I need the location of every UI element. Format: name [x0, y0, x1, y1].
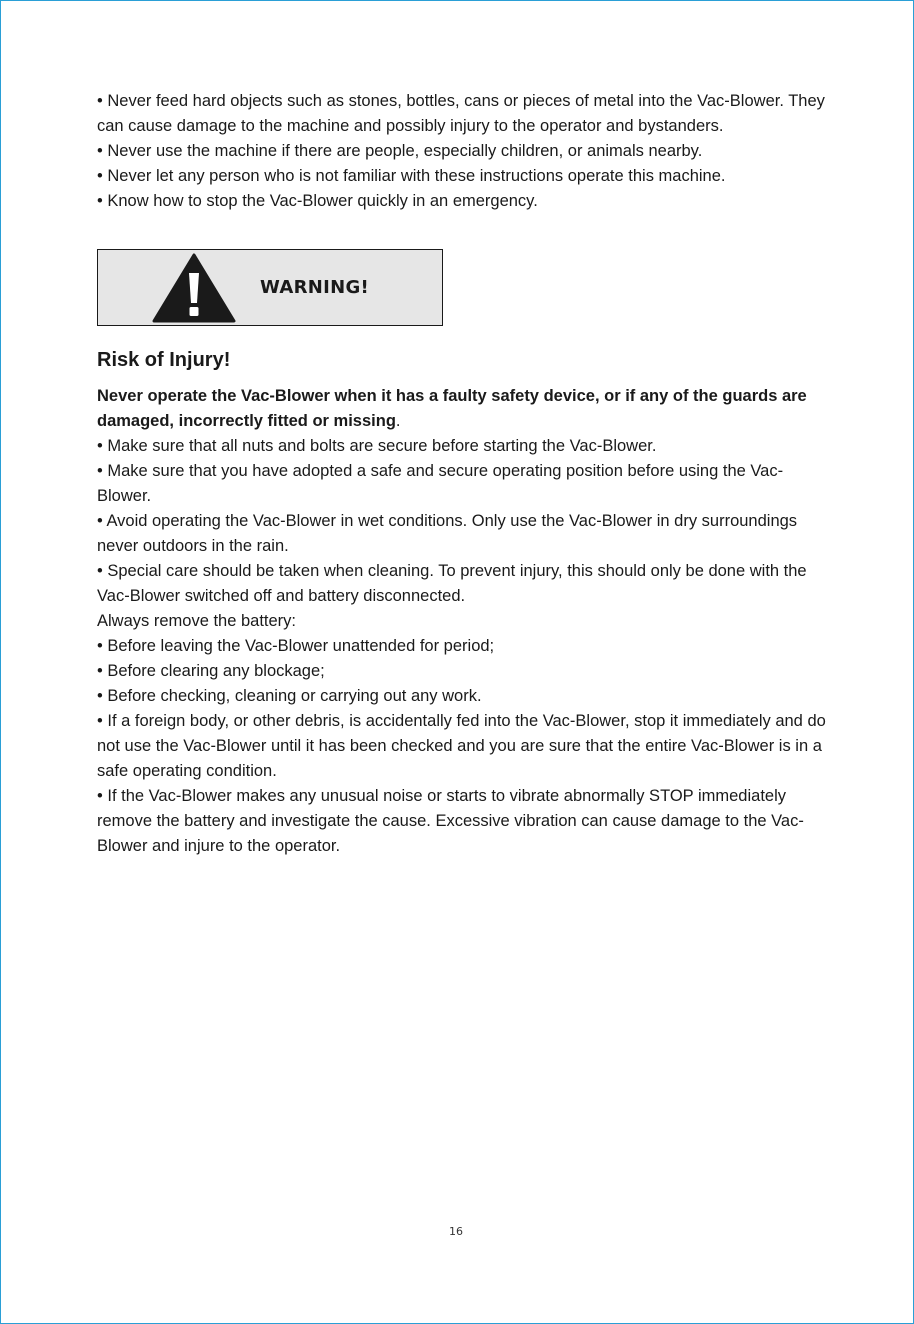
warning-banner	[97, 249, 443, 326]
warning-triangle-icon	[152, 253, 236, 323]
list-item: • Special care should be taken when cleaning. To prevent injury, this should only be done with the Vac-Blower switched off and battery disconnected.	[97, 562, 807, 605]
page-content	[97, 89, 827, 859]
intro-item: • Never feed hard objects such as stones, bottles, cans or pieces of metal into the Vac-Blower. They can cause damage to the machine and possibly injury to the operator and bystanders.	[97, 92, 825, 135]
list-item: Always remove the battery:	[97, 612, 296, 630]
intro-item: • Never use the machine if there are people, especially children, or animals nearby.	[97, 142, 703, 160]
section-title: Risk of Injury!	[97, 349, 231, 371]
list-item: • Make sure that you have adopted a safe and secure operating position before using the Vac-Blower.	[97, 462, 784, 505]
intro-item: • Know how to stop the Vac-Blower quickly in an emergency.	[97, 192, 538, 210]
list-item: • Before checking, cleaning or carrying out any work.	[97, 687, 482, 705]
warning-label: WARNING!	[260, 277, 370, 298]
intro-item: • Never let any person who is not familiar with these instructions operate this machine.	[97, 167, 726, 185]
list-item: • If the Vac-Blower makes any unusual noise or starts to vibrate abnormally STOP immediately remove the battery and investigate the cause. Excessive vibration can cause damage to the Vac-Blower and injure to the operator.	[97, 787, 804, 855]
intro-list	[97, 89, 827, 214]
list-item: • Make sure that all nuts and bolts are secure before starting the Vac-Blower.	[97, 437, 657, 455]
list-item: • Avoid operating the Vac-Blower in wet conditions. Only use the Vac-Blower in dry surroundings never outdoors in the rain.	[97, 512, 798, 555]
section-lead-bold: Never operate the Vac-Blower when it has a faulty safety device, or if any of the guards are damaged, incorrectly fitted or missing	[97, 387, 807, 430]
risk-list	[97, 434, 827, 859]
list-item: • Before leaving the Vac-Blower unattended for period;	[97, 637, 495, 655]
section-lead-end: .	[395, 412, 401, 430]
section-lead	[97, 384, 827, 434]
page-number: 16	[449, 1225, 463, 1238]
list-item: • If a foreign body, or other debris, is accidentally fed into the Vac-Blower, stop it immediately and do not use the Vac-Blower until it has been checked and you are sure that the entire Vac-Blower is in a safe operating condition.	[97, 712, 826, 780]
list-item: • Before clearing any blockage;	[97, 662, 325, 680]
